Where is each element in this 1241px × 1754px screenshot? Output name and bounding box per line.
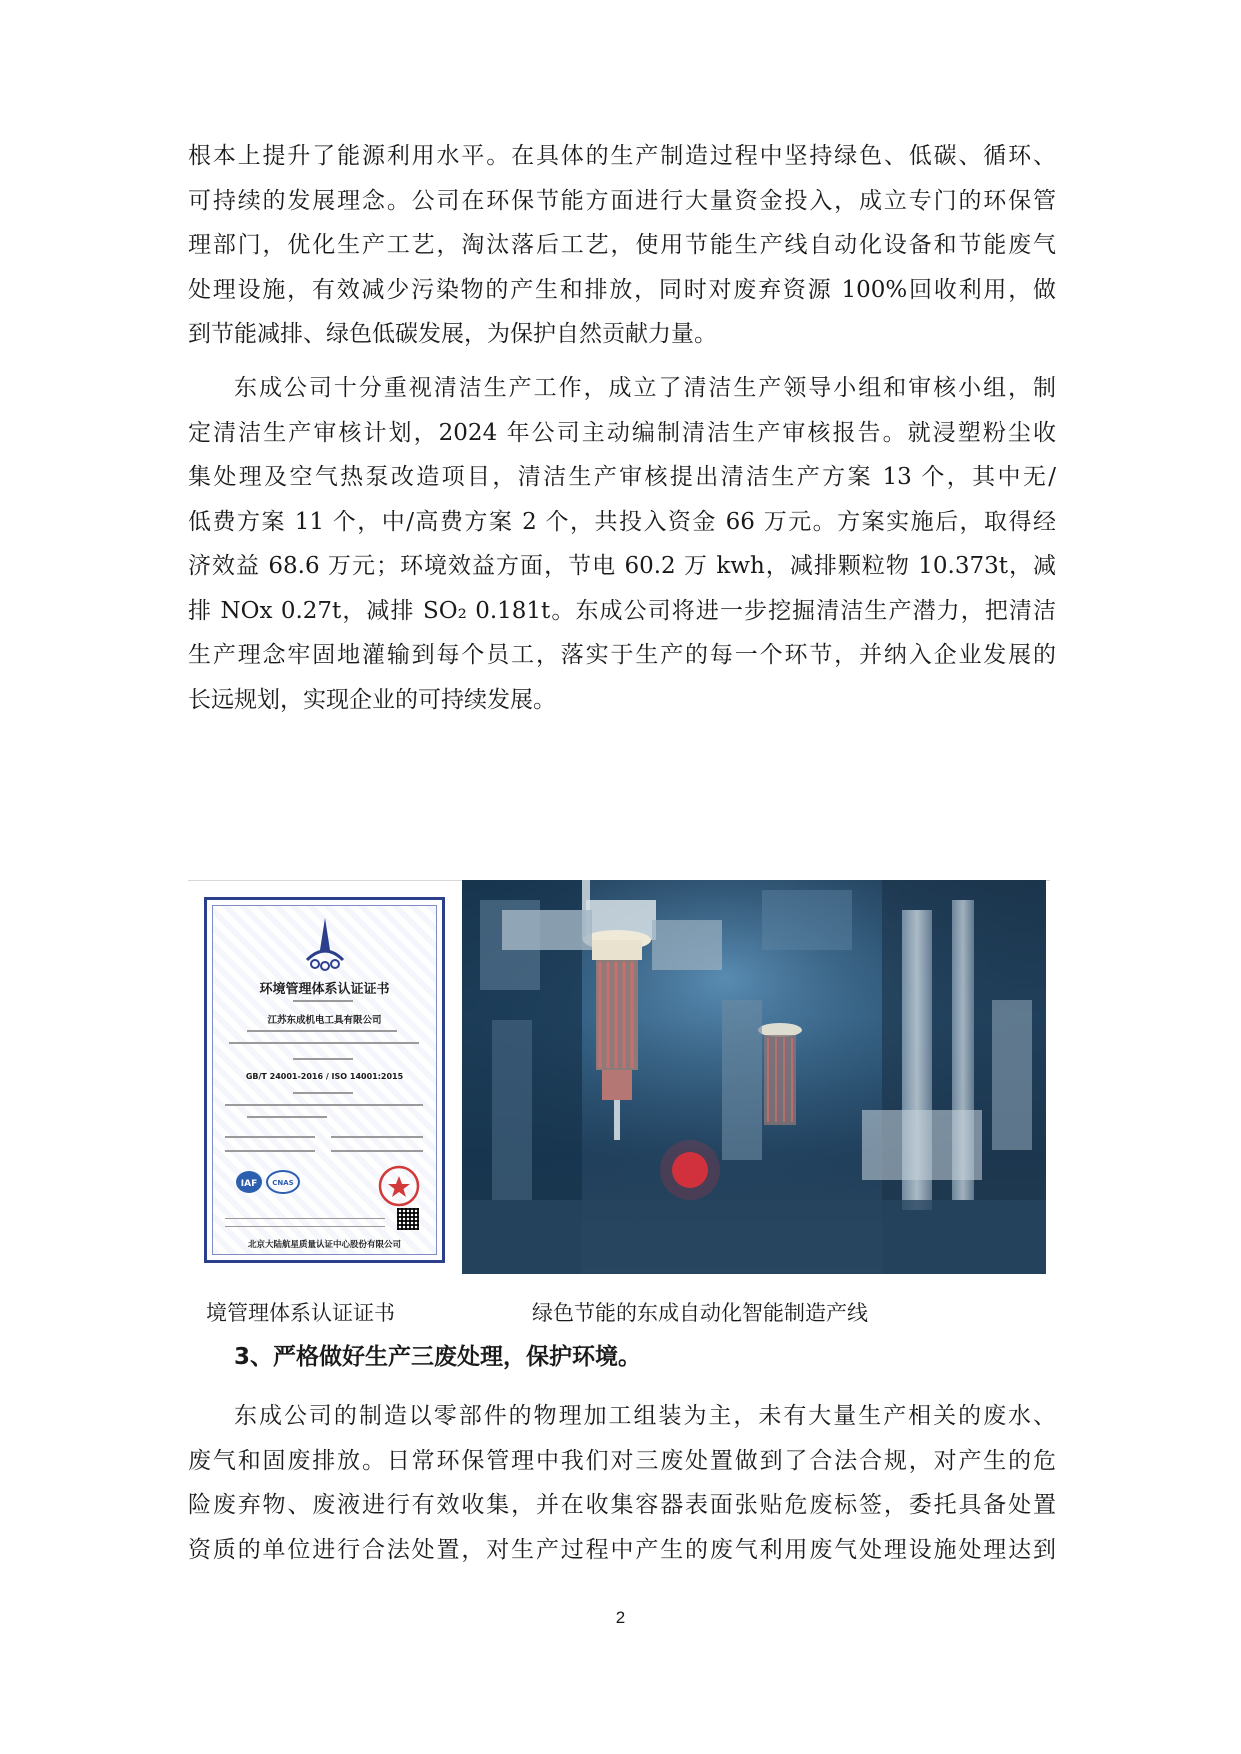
text-line: 东成公司十分重视清洁生产工作，成立了清洁生产领导小组和审核小组，制	[234, 375, 1056, 401]
text-line: 处理设施，有效减少污染物的产生和排放，同时对废弃资源 100%回收利用，做	[188, 276, 1056, 303]
text-line: 生产理念牢固地灌输到每个员工，落实于生产的每一个环节，并纳入企业发展的	[188, 642, 1056, 668]
text-line: 理部门，优化生产工艺，淘汰落后工艺，使用节能生产线自动化设备和节能废气	[188, 232, 1056, 258]
production-line-illustration	[462, 880, 1046, 1274]
certificate-issuer: 北京大陆航星质量认证中心股份有限公司	[247, 1240, 401, 1250]
certificate-text-line	[247, 1030, 397, 1032]
certificate-text-line	[293, 1058, 353, 1060]
certificate-text-line	[293, 1092, 353, 1094]
caption-production-line: 绿色节能的东成自动化智能制造产线	[532, 1301, 868, 1325]
certificate-text-line	[225, 1226, 385, 1227]
paragraph-1	[188, 134, 1056, 357]
environment-certificate-image	[204, 897, 445, 1263]
text-line: 资质的单位进行合法处置，对生产过程中产生的废气利用废气处理设施处理达到	[188, 1536, 1056, 1563]
cnas-badge-label: CNAS	[272, 1179, 294, 1187]
certificate-text-line	[225, 1218, 385, 1219]
certificate-company: 江苏东成机电工具有限公司	[267, 1015, 382, 1026]
certificate-text-line	[247, 1116, 327, 1118]
certificate-standard: GB/T 24001-2016 / ISO 14001:2015	[245, 1072, 404, 1081]
certificate-text-line	[225, 1150, 315, 1152]
text-line: 险废弃物、废液进行有效收集，并在收集容器表面张贴危废标签，委托具备处置	[188, 1492, 1056, 1518]
paragraph-2	[188, 366, 1056, 722]
certificate-text-line	[229, 1042, 419, 1044]
text-line: 东成公司的制造以零部件的物理加工组装为主，未有大量生产相关的废水、	[234, 1403, 1056, 1429]
text-line: 到节能减排、绿色低碳发展，为保护自然贡献力量。	[188, 321, 717, 347]
red-seal-stamp-icon	[377, 1164, 421, 1208]
certification-emblem-icon	[301, 916, 349, 974]
certificate-text-line	[331, 1150, 423, 1152]
certificate-text-line	[225, 1104, 423, 1106]
text-line: 济效益 68.6 万元；环境效益方面，节电 60.2 万 kwh，减排颗粒物 10.373t，减	[188, 553, 1056, 579]
text-line: 集处理及空气热泵改造项目，清洁生产审核提出清洁生产方案 13 个，其中无/	[188, 464, 1056, 490]
automated-production-line-photo	[462, 880, 1046, 1274]
certificate-text-line	[225, 1136, 315, 1138]
text-line: 定清洁生产审核计划，2024 年公司主动编制清洁生产审核报告。就浸塑粉尘收	[188, 419, 1056, 446]
accreditation-badges	[235, 1168, 305, 1196]
text-line: 长远规划，实现企业的可持续发展。	[188, 686, 556, 713]
certificate-qr-code	[397, 1208, 419, 1230]
iaf-badge-label: IAF	[240, 1179, 258, 1189]
text-line: 低费方案 11 个，中/高费方案 2 个，共投入资金 66 万元。方案实施后，取得经	[188, 508, 1056, 535]
section-heading: 3、严格做好生产三废处理，保护环境。	[234, 1344, 642, 1370]
certificate-text-line	[331, 1136, 423, 1138]
text-line: 可持续的发展理念。公司在环保节能方面进行大量资金投入，成立专门的环保管	[188, 187, 1056, 214]
paragraph-3	[188, 1394, 1056, 1572]
text-line: 废气和固废排放。日常环保管理中我们对三废处置做到了合法合规，对产生的危	[188, 1447, 1056, 1474]
page-number: 2	[615, 1608, 626, 1627]
text-line: 根本上提升了能源利用水平。在具体的生产制造过程中坚持绿色、低碳、循环、	[188, 143, 1056, 169]
text-line: 排 NOx 0.27t，减排 SO₂ 0.181t。东成公司将进一步挖掘清洁生产潜力，把清洁	[188, 597, 1056, 624]
caption-certificate: 境管理体系认证证书	[206, 1301, 395, 1325]
certificate-text-line	[293, 1000, 353, 1002]
certificate-title: 环境管理体系认证证书	[259, 982, 390, 997]
